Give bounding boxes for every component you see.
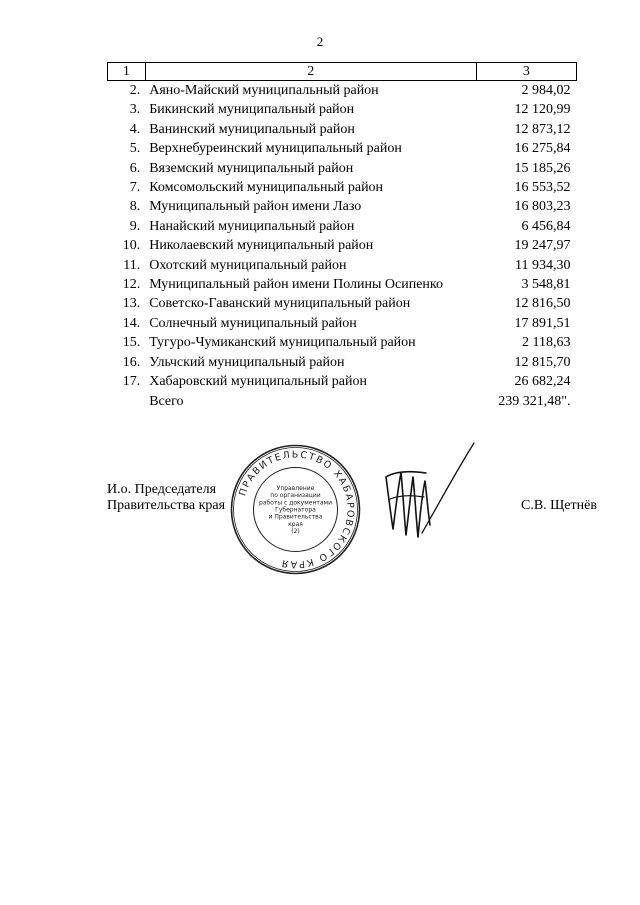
- header-col-1: 1: [108, 63, 146, 81]
- row-district-name: Охотский муниципальный район: [149, 257, 347, 273]
- row-number: 5.: [129, 141, 141, 157]
- row-number: 6.: [129, 160, 141, 176]
- row-district-name: Комсомольский муниципальный район: [149, 180, 384, 196]
- row-number: 16.: [122, 354, 141, 370]
- signer-position-line1: И.о. Председателя: [107, 482, 217, 497]
- row-amount: 16 803,23: [514, 199, 571, 215]
- row-amount: 3 548,81: [521, 277, 571, 293]
- seal-inner-line: и Правительства: [268, 513, 323, 521]
- page-number: 2: [316, 34, 324, 49]
- total-value: 239 321,48".: [498, 393, 571, 409]
- row-district-name: Хабаровский муниципальный район: [149, 374, 368, 390]
- row-number: 7.: [129, 180, 141, 196]
- signer-position-line2: Правительства края: [107, 498, 226, 513]
- row-number: 14.: [122, 315, 141, 331]
- seal-inner-line: края: [288, 520, 303, 528]
- row-amount: 2 984,02: [521, 83, 571, 98]
- total-label: Всего: [149, 393, 184, 409]
- row-district-name: Николаевский муниципальный район: [149, 238, 374, 254]
- row-district-name: Вяземский муниципальный район: [149, 160, 354, 176]
- row-amount: 17 891,51: [514, 315, 571, 331]
- row-amount: 15 185,26: [514, 160, 571, 176]
- seal-inner-line: (2): [291, 528, 300, 536]
- row-number: 4.: [129, 121, 141, 137]
- row-amount: 19 247,97: [514, 238, 571, 254]
- table-header-row: [108, 63, 577, 81]
- row-number: 8.: [129, 199, 141, 215]
- row-amount: 2 118,63: [522, 335, 571, 351]
- row-district-name: Бикинский муниципальный район: [149, 102, 355, 118]
- row-district-name: Муниципальный район имени Полины Осипенко: [149, 277, 444, 293]
- row-district-name: Муниципальный район имени Лазо: [149, 199, 362, 215]
- table-row: [108, 159, 577, 178]
- signer-name: С.В. Щетнёв: [521, 498, 597, 513]
- row-amount: 16 275,84: [514, 141, 571, 157]
- table-row: [108, 100, 577, 119]
- row-amount: 26 682,24: [514, 374, 571, 390]
- seal-inner-text: [259, 485, 332, 535]
- seal-outer-text-path: ПРАВИТЕЛЬСТВО ХАБАРОВСКОГО КРАЯ: [237, 449, 356, 570]
- row-number: 11.: [123, 257, 141, 273]
- row-amount: 12 815,70: [514, 354, 571, 370]
- seal-inner-line: Управление: [276, 484, 315, 492]
- total-num-cell: [108, 392, 146, 411]
- row-number: 10.: [122, 238, 141, 254]
- table-row: [108, 294, 577, 313]
- row-amount: 16 553,52: [514, 180, 571, 196]
- header-col-3: 3: [476, 63, 576, 81]
- row-number: 15.: [122, 335, 141, 351]
- row-number: 9.: [129, 218, 141, 234]
- row-amount: 11 934,30: [515, 257, 571, 273]
- allocation-table-wrapper: [107, 62, 577, 411]
- table-row: [108, 120, 577, 139]
- table-row: [108, 139, 577, 158]
- row-number: 17.: [122, 374, 141, 390]
- table-row: [108, 256, 577, 275]
- signer-position: [107, 482, 225, 514]
- row-number: 3.: [129, 102, 141, 118]
- table-row: [108, 236, 577, 255]
- allocation-table: [107, 62, 577, 411]
- row-district-name: Аяно-Майский муниципальный район: [149, 83, 379, 98]
- row-amount: 6 456,84: [521, 218, 571, 234]
- row-amount: 12 120,99: [514, 102, 571, 118]
- header-col-2: 2: [145, 63, 476, 81]
- row-district-name: Тугуро-Чумиканский муниципальный район: [149, 335, 416, 351]
- total-row: [108, 392, 577, 411]
- table-row: [108, 314, 577, 333]
- table-row: [108, 275, 577, 294]
- table-row: [108, 178, 577, 197]
- official-seal-stamp: [228, 442, 363, 577]
- seal-inner-line: по организации: [270, 492, 321, 500]
- seal-inner-line: работы с документами: [259, 499, 332, 507]
- row-amount: 12 816,50: [514, 296, 571, 312]
- row-district-name: Солнечный муниципальный район: [149, 315, 357, 331]
- table-row: [108, 372, 577, 391]
- row-district-name: Нанайский муниципальный район: [149, 218, 355, 234]
- row-number: 12.: [122, 277, 141, 293]
- table-row: [108, 217, 577, 236]
- seal-inner-line: Губернатора: [275, 506, 316, 514]
- table-body: [108, 81, 577, 392]
- row-district-name: Ванинский муниципальный район: [149, 121, 355, 137]
- row-district-name: Ульчский муниципальный район: [149, 354, 345, 370]
- table-row: [108, 197, 577, 216]
- handwritten-signature: [382, 437, 477, 542]
- row-number: 2.: [129, 83, 141, 98]
- table-row: [108, 333, 577, 352]
- table-row: [108, 81, 577, 101]
- row-number: 13.: [122, 296, 141, 312]
- row-amount: 12 873,12: [514, 121, 571, 137]
- row-district-name: Верхнебуреинский муниципальный район: [149, 141, 402, 157]
- table-row: [108, 353, 577, 372]
- row-district-name: Советско-Гаванский муниципальный район: [149, 296, 411, 312]
